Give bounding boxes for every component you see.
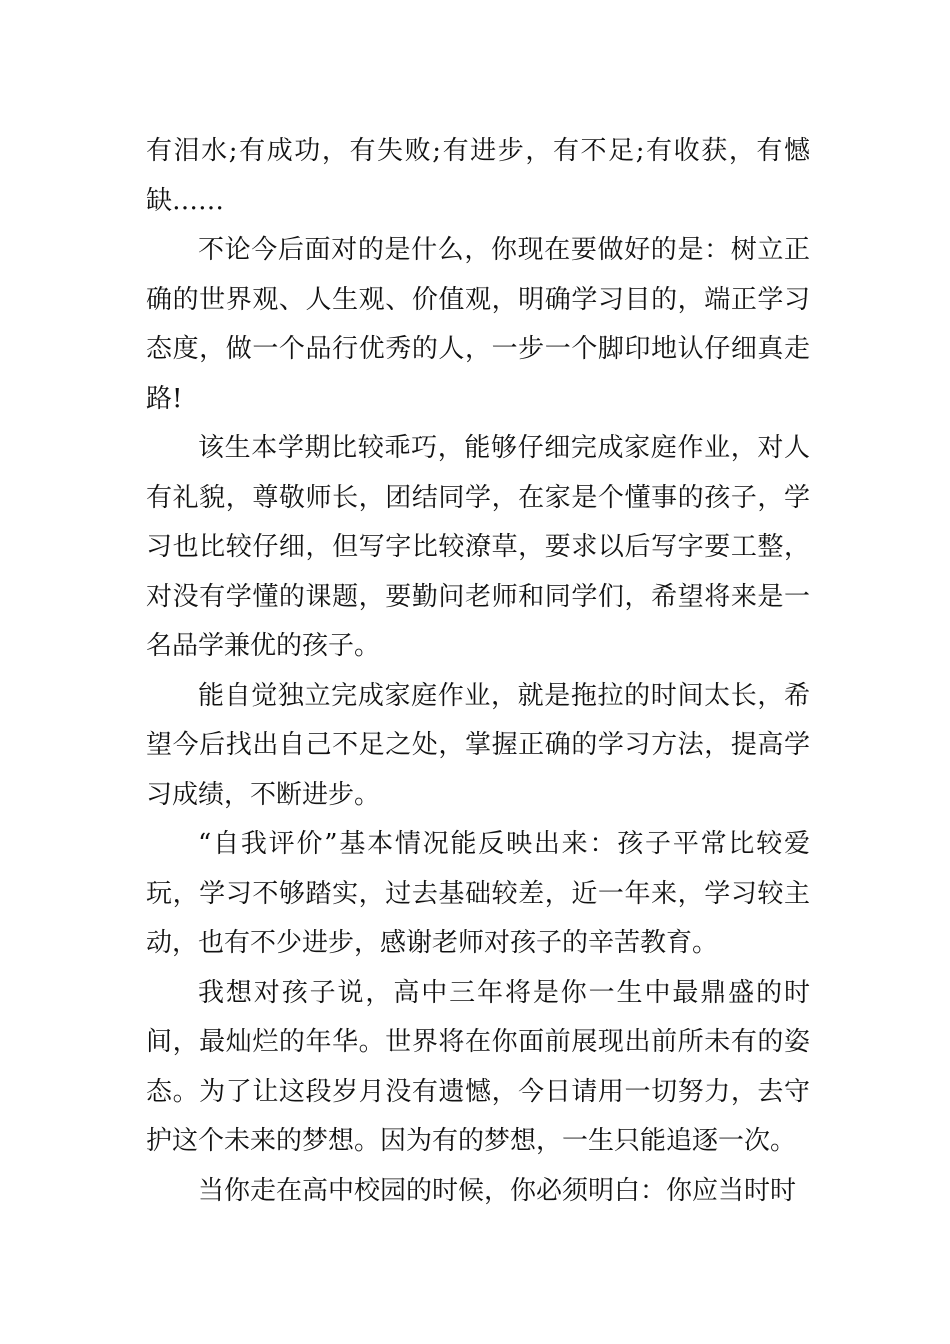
document-body [146,127,810,1216]
paragraph-high-school-campus: 当你走在高中校园的时候，你必须明白：你应当时时 [198,1175,797,1206]
paragraph-continuation: 有泪水;有成功，有失败;有进步，有不足;有收获，有憾缺…… [146,136,810,216]
paragraph-student-behavior: 该生本学期比较乖巧，能够仔细完成家庭作业，对人有礼貌，尊敬师长，团结同学，在家是个懂事的孩子，学习也比较仔细，但写字比较潦草，要求以后写字要工整，对没有学懂的课题，要勤问老师和同学们，希望将来是一名品学兼优的孩子。 [146,433,810,661]
paragraph-message-to-child: 我想对孩子说，高中三年将是你一生中最鼎盛的时间，最灿烂的年华。世界将在你面前展现出前所未有的姿态。为了让这段岁月没有遗憾，今日请用一切努力，去守护这个未来的梦想。因为有的梦想，一生只能追逐一次。 [146,977,810,1156]
paragraph-homework: 能自觉独立完成家庭作业，就是拖拉的时间太长，希望今后找出自己不足之处，掌握正确的学习方法，提高学习成绩，不断进步。 [146,680,810,810]
paragraph-self-evaluation: “自我评价”基本情况能反映出来：孩子平常比较爱玩，学习不够踏实，过去基础较差，近一年来，学习较主动，也有不少进步，感谢老师对孩子的辛苦教育。 [146,829,810,958]
paragraph-worldview: 不论今后面对的是什么，你现在要做好的是：树立正确的世界观、人生观、价值观，明确学习目的，端正学习态度，做一个品行优秀的人，一步一个脚印地认仔细真走路! [146,235,810,414]
